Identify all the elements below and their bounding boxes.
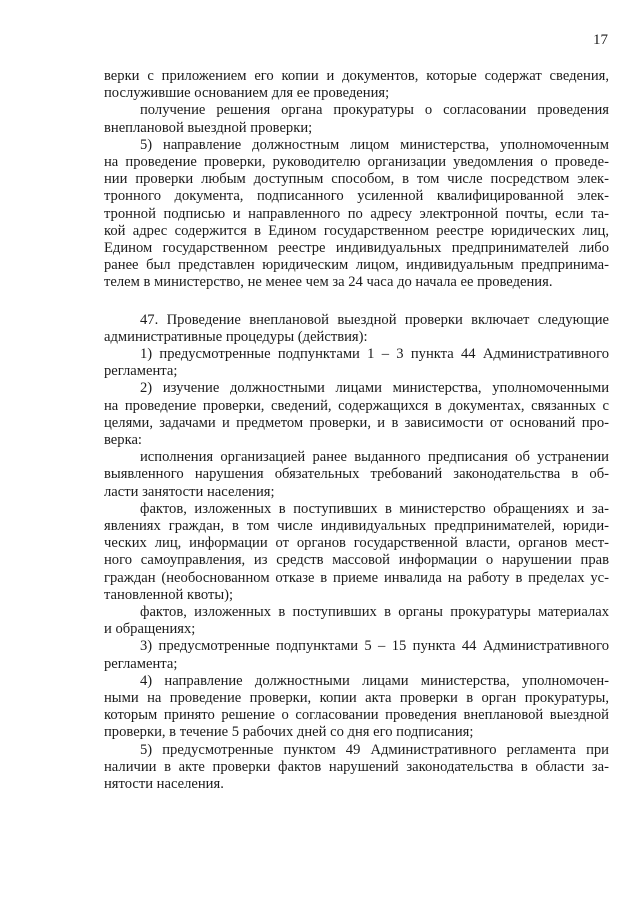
text-line: фактов, изложенных в поступивших в министерство обращениях и за- [140, 501, 609, 517]
text-line: и обращениях; [104, 621, 196, 637]
text-line: ными на проведение проверки, копии акта проверки в орган прокуратуры, [104, 690, 609, 706]
text-line: нии проверки любым доступным способом, в том числе посредством элек- [104, 171, 609, 187]
text-line: ласти занятости населения; [104, 484, 275, 500]
text-line: нятости населения. [104, 776, 224, 792]
text-line: ческих лиц, информации от органов государственной власти, органов мест- [104, 535, 609, 551]
text-line: 3) предусмотренные подпунктами 5 – 15 пункта 44 Административного [140, 638, 609, 654]
text-line: которым принято решение о согласовании проведения внеплановой выездной [104, 707, 609, 723]
text-line: 47. Проведение внеплановой выездной проверки включает следующие [140, 312, 609, 328]
text-line: телем в министерство, не менее чем за 24 часа до начала ее проведения. [104, 274, 553, 290]
text-line: фактов, изложенных в поступивших в органы прокуратуры материалах [140, 604, 609, 620]
text-line: на проведение проверки, руководителю организации уведомления о проведе- [104, 154, 609, 170]
text-line: тронного документа, подписанного усиленной квалифицированной элек- [104, 188, 609, 204]
text-line: кой адрес содержится в Едином государственном реестре юридических лиц, [104, 223, 609, 239]
text-line: ного самоуправления, из средств массовой информации о нарушении прав [104, 552, 609, 568]
text-line: ранее был представлен юридическим лицом, индивидуальным предпринима- [104, 257, 609, 273]
text-line: Едином государственном реестре индивидуальных предпринимателей либо [104, 240, 609, 256]
text-line: явлениях граждан, в том числе индивидуальных предпринимателей, юриди- [104, 518, 609, 534]
text-line: тановленной квоты); [104, 587, 234, 603]
text-line: регламента; [104, 363, 178, 379]
text-line: регламента; [104, 656, 178, 672]
text-line: наличии в акте проверки фактов нарушений законодательства в области за- [104, 759, 609, 775]
text-line: проверки, в течение 5 рабочих дней со дня его подписания; [104, 724, 474, 740]
text-line: выявленного нарушения обязательных требований законодательства в об- [104, 466, 609, 482]
text-line: 2) изучение должностными лицами министерства, уполномоченными [140, 380, 609, 396]
text-line: 5) направление должностным лицом министерства, уполномоченным [140, 137, 609, 153]
text-line: исполнения организацией ранее выданного предписания об устранении [140, 449, 609, 465]
text-line: внеплановой выездной проверки; [104, 120, 313, 136]
text-line: на проведение проверки, сведений, содержащихся в документах, связанных с [104, 398, 609, 414]
page-number: 17 [593, 32, 608, 48]
text-line: 1) предусмотренные подпунктами 1 – 3 пункта 44 Административного [140, 346, 609, 362]
text-line: послужившие основанием для ее проведения; [104, 85, 390, 101]
text-line: 4) направление должностными лицами министерства, уполномочен- [140, 673, 609, 689]
text-line: верка: [104, 432, 142, 448]
text-line: граждан (необоснованном отказе в приеме инвалида на работу в пределах ус- [104, 570, 609, 586]
text-line: верки с приложением его копии и документов, которые содержат сведения, [104, 68, 609, 84]
text-line: целями, задачами и предметом проверки, и в зависимости от оснований про- [104, 415, 609, 431]
text-line: 5) предусмотренные пунктом 49 Административного регламента при [140, 742, 609, 758]
text-line: тронной подписью и направленного по адресу электронной почты, если та- [104, 206, 609, 222]
text-line: административные процедуры (действия): [104, 329, 368, 345]
text-line: получение решения органа прокуратуры о согласовании проведения [140, 102, 609, 118]
